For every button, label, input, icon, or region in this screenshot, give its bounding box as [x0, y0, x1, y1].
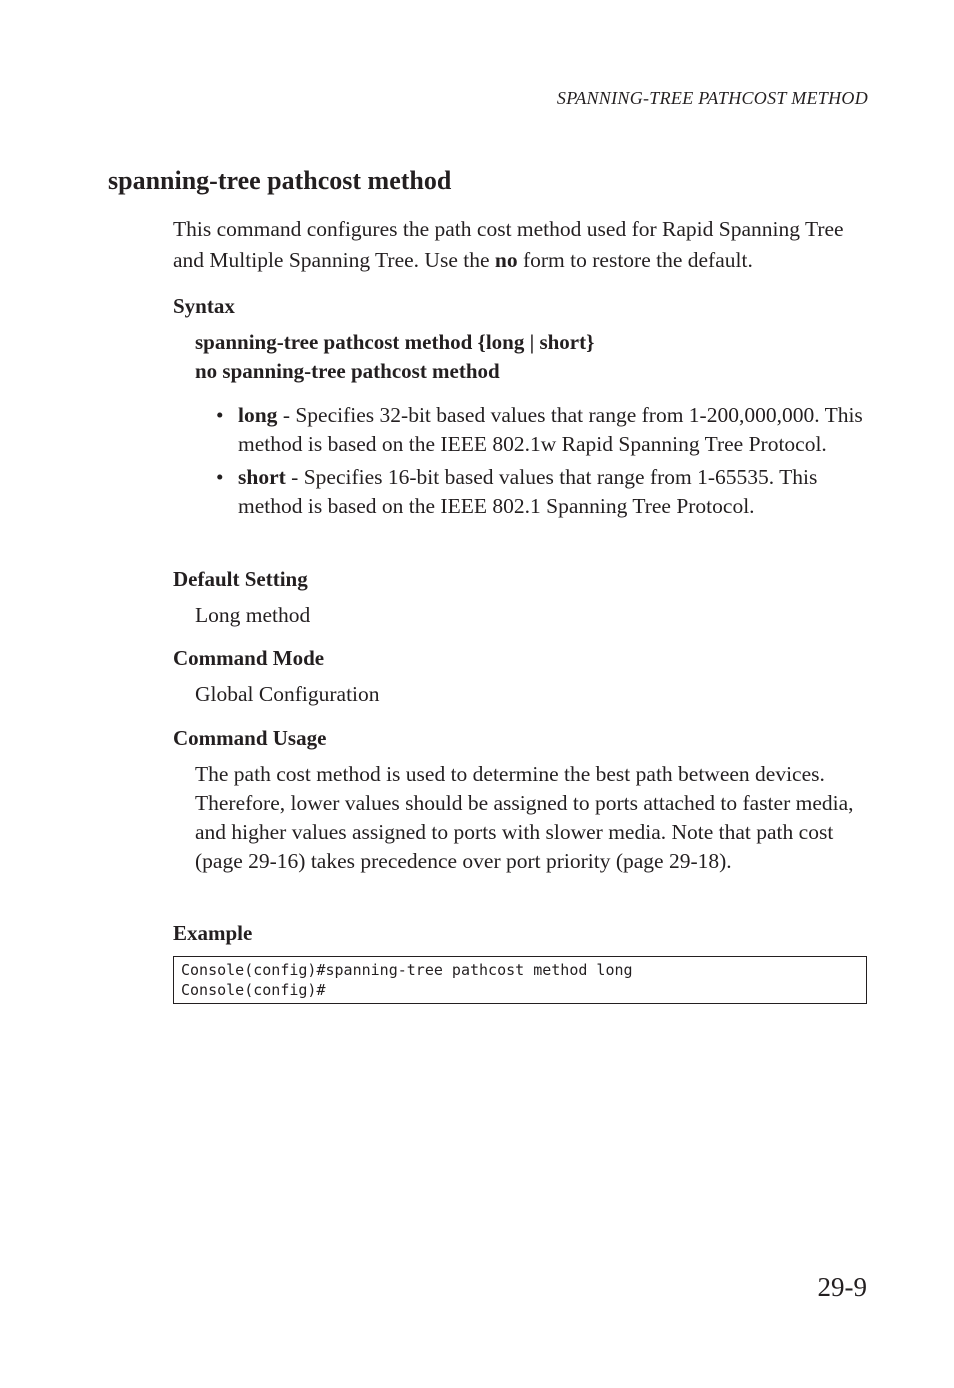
intro-text-after: form to restore the default. — [517, 248, 753, 272]
command-mode-text: Global Configuration — [195, 682, 380, 706]
bullet-dot: • — [216, 465, 224, 489]
code-line-1: Console(config)#spanning-tree pathcost method long — [181, 961, 633, 979]
parameter-list — [195, 401, 875, 525]
code-line-2: Console(config)# — [181, 981, 326, 999]
param-desc: - Specifies 32-bit based values that range from 1-200,000,000. This method is based on the IEEE 802.1w Rapid Spanning Tree Protocol. — [238, 403, 863, 456]
syntax-heading: Syntax — [173, 294, 235, 318]
section-title: spanning-tree pathcost method — [108, 166, 452, 195]
syntax-line-1: spanning-tree pathcost method {long | short} — [195, 330, 595, 354]
param-desc: - Specifies 16-bit based values that range from 1-65535. This method is based on the IEEE 802.1 Spanning Tree Protocol. — [238, 465, 818, 518]
intro-paragraph — [173, 214, 873, 276]
param-term: long — [238, 403, 278, 427]
command-usage-text: The path cost method is used to determine the best path between devices. Therefore, lower values should be assigned to ports attached to faster media, and higher values assigned to ports with slower media. Note that path cost (page 29-16) takes precedence over port priority (page 29-18). — [195, 762, 854, 873]
example-code-block — [173, 956, 867, 1004]
list-item — [195, 401, 875, 459]
syntax-line-2: no spanning-tree pathcost method — [195, 359, 500, 383]
command-usage-heading: Command Usage — [173, 726, 327, 750]
default-setting-heading: Default Setting — [173, 567, 308, 591]
default-setting-text: Long method — [195, 603, 311, 627]
running-header: SPANNING-TREE PATHCOST METHOD — [556, 88, 868, 108]
example-heading: Example — [173, 921, 253, 945]
intro-keyword: no — [494, 248, 518, 272]
command-mode-heading: Command Mode — [173, 646, 325, 670]
bullet-dot: • — [216, 403, 224, 427]
syntax-block — [195, 328, 594, 386]
intro-text-before: This command configures the path cost method used for Rapid Spanning Tree and Multiple Spanning Tree. Use the — [173, 217, 844, 272]
page-number: 29-9 — [817, 1272, 867, 1302]
param-term: short — [238, 465, 286, 489]
list-item — [195, 463, 875, 521]
